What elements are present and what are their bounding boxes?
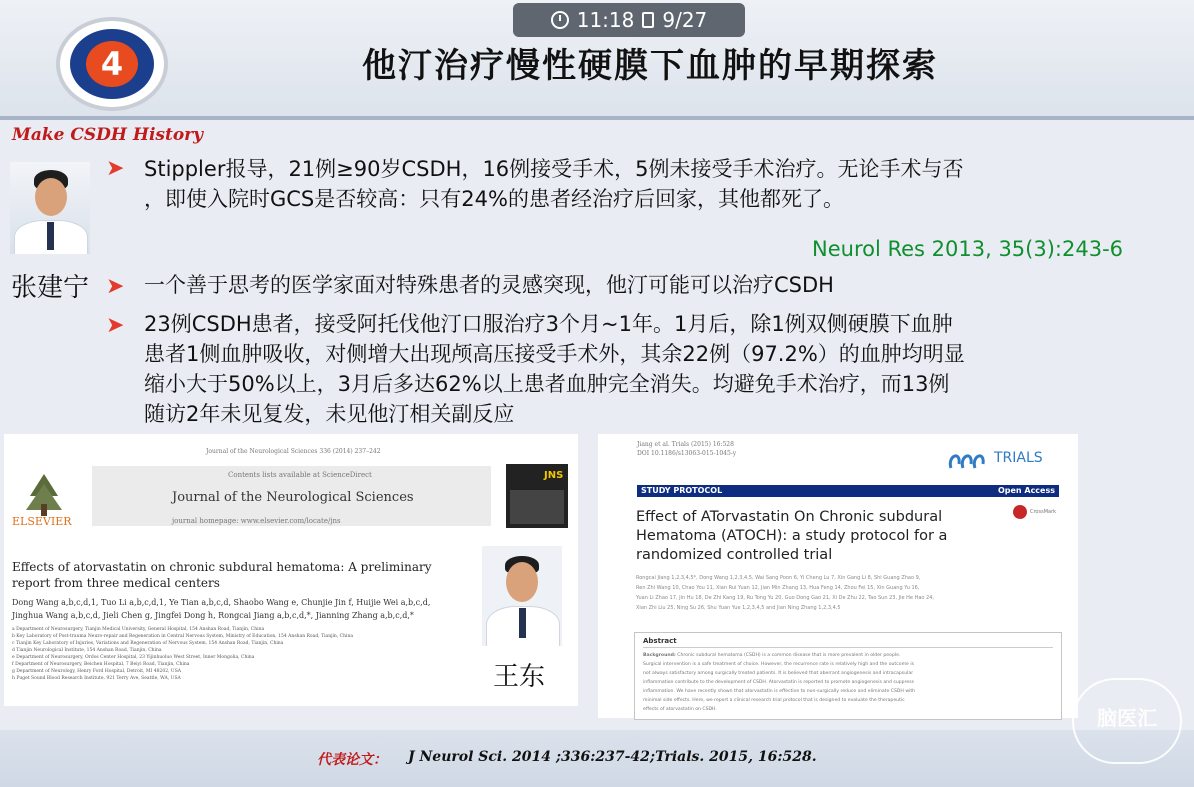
university-logo: 4 xyxy=(56,17,168,111)
bullet-text xyxy=(144,309,1154,429)
affiliation-line: h Puget Sound Blood Research Institute, 921 Terry Ave, Seattle, WA, USA xyxy=(12,676,181,681)
bullet-text xyxy=(144,154,1154,214)
protocol-authors xyxy=(636,573,1056,613)
protocol-title-line: Effect of ATorvastatin On Chronic subdural xyxy=(636,509,943,525)
elsevier-label: ELSEVIER xyxy=(12,515,72,528)
trials-logo: TRIALS xyxy=(994,450,1043,466)
status-pill xyxy=(513,3,745,37)
authors xyxy=(12,596,480,622)
abstract-background-label: Background: xyxy=(643,653,676,658)
crossmark-label: CrossMark xyxy=(1030,509,1057,515)
article-title-line: report from three medical centers xyxy=(12,576,220,590)
bullet-line: Stippler报导，21例≥90岁CSDH，16例接受手术，5例未接受手术治疗。无论手术与否 xyxy=(144,157,964,181)
affiliation-line: c Tianjin Key Laboratory of Injuries, Variations and Regeneration of Nervous System, 154 Anshan Road, Tianjin, China xyxy=(12,641,284,646)
crossmark-icon xyxy=(1013,505,1027,519)
author-line: Rongcai Jiang 1,2,3,4,5*, Dong Wang 1,2,3,4,5, Wai Sang Poon 6, Yi Cheng Lu 7, Xin Gang Li 8, Shi Guang Zhao 9, xyxy=(636,575,921,581)
status-time: 11:18 xyxy=(576,8,635,32)
citation: Neurol Res 2013, 35(3):243-6 xyxy=(812,237,1124,261)
watermark: 脑医汇 xyxy=(1072,678,1182,764)
abstract-divider xyxy=(643,647,1053,648)
protocol-title xyxy=(636,508,1016,565)
affiliation-line: b Key Laboratory of Post-trauma Neuro-repair and Regeneration in Central Nervous System, Ministry of Education, 154 Anshan Road, Tianjin, China xyxy=(12,634,354,639)
journal-homepage: journal homepage: www.elsevier.com/locate/jns xyxy=(172,517,341,525)
affiliation-line: e Department of Neurosurgery, Ordos Center Hospital, 23 Yijinhuoluo West Street, Inner Mongolia, China xyxy=(12,655,255,660)
study-protocol-label: STUDY PROTOCOL xyxy=(641,486,723,495)
protocol-title-line: Hematoma (ATOCH): a study protocol for a xyxy=(636,528,948,544)
abstract-box xyxy=(634,632,1062,720)
representative-label: 代表论文： xyxy=(317,752,387,768)
bullet-line: 缩小大于50%以上，3月后多达62%以上患者血肿完全消失。均避免手术治疗，而13例 xyxy=(144,372,950,396)
slide-title: 他汀治疗慢性硬膜下血肿的早期探索 xyxy=(362,46,938,86)
abstract-line: not always satisfactory among surgically treated patients. It is believed that aberrant angiogenesis and intracapsular xyxy=(643,671,914,676)
tagline: Make CSDH History xyxy=(12,125,203,145)
protocol-title-line: randomized controlled trial xyxy=(636,547,833,563)
bullet-arrow-icon: ➤ xyxy=(106,156,125,181)
trials-ref-line: Jiang et al. Trials (2015) 16:528 xyxy=(637,441,734,448)
trials-logo-icon xyxy=(945,446,993,474)
author-line: Ren Zhi Wang 10, Chao You 11, Xian Rui Yuan 12, Jian Min Zhang 13, Hua Feng 14, Zhou Fei 15, Xin Guang Yu 16, xyxy=(636,585,920,591)
bullet-arrow-icon: ➤ xyxy=(106,274,125,299)
bullet-text xyxy=(144,270,1154,300)
abstract-line xyxy=(643,651,1053,660)
abstract-line: Surgical intervention is a safe treatment of choice. However, the recurrence rate is relatively high and the outcome is xyxy=(643,662,914,667)
abstract-heading: Abstract xyxy=(643,637,677,645)
abstract-line: inflammation. We have recently shown that atorvastatin is effective to non-surgically reduce and eliminate CSDH with xyxy=(643,689,916,694)
portrait-photo xyxy=(10,162,90,254)
person-name-wang: 王东 xyxy=(493,662,546,692)
page-icon xyxy=(642,12,654,28)
bullet-line: ，即使入院时GCS是否较高：只有24%的患者经治疗后回家，其他都死了。 xyxy=(144,187,844,211)
article-title xyxy=(12,559,482,591)
abstract-text: Chronic subdural hematoma (CSDH) is a common disease that is more prevalent in older people. xyxy=(677,653,901,658)
abstract-line: inflammation contribute to the development of CSDH. Atorvastatin is reported to promote angiogenesis and suppress xyxy=(643,680,914,685)
clock-icon xyxy=(551,11,569,29)
author-line: Xian Zhi Liu 25, Ning Su 26, Shu Yuan Yue 1,2,3,4,5 and Jian Ning Zhang 1,2,3,4,5 xyxy=(636,605,841,611)
affiliation-line: g Department of Neurology, Henry Ford Hospital, Detroit, MI 48202, USA xyxy=(12,669,182,674)
bullet-line: 一个善于思考的医学家面对特殊患者的灵感突现，他汀可能可以治疗CSDH xyxy=(144,273,834,297)
journal-cover xyxy=(506,464,568,528)
article-title-line: Effects of atorvastatin on chronic subdural hematoma: A preliminary xyxy=(12,560,432,574)
affiliation-line: d Tianjin Neurological Institute, 154 Anshan Road, Tianjin, China xyxy=(12,648,162,653)
bullet-line: 患者1侧血肿吸收，对侧增大出现颅高压接受手术外，其余22例（97.2%）的血肿均明显 xyxy=(144,342,965,366)
journal-name: Journal of the Neurological Sciences xyxy=(172,490,414,505)
paper-top-line: Journal of the Neurological Sciences 336 (2014) 237–242 xyxy=(206,448,381,455)
affiliation-line: a Department of Neurosurgery, Tianjin Medical University, General Hospital, 154 Anshan Road, Tianjin, China xyxy=(12,627,265,632)
trials-doi: DOI 10.1186/s13063-015-1045-y xyxy=(637,450,737,457)
bullet-line: 随访2年未见复发，未见他汀相关副反应 xyxy=(144,402,515,426)
abstract-body xyxy=(643,651,1053,714)
portrait-photo xyxy=(482,546,562,646)
representative-citations: J Neurol Sci. 2014 ;336:237-42;Trials. 2015, 16:528. xyxy=(408,749,817,765)
study-protocol-bar xyxy=(637,485,1059,497)
author-line: Jinghua Wang a,b,c,d, Jieli Chen g, Jingfei Dong h, Rongcai Jiang a,b,c,d,*, Jianning Zhang a,b,c,d,* xyxy=(12,611,414,620)
person-name-zhang: 张建宁 xyxy=(11,273,90,303)
contents-line: Contents lists available at ScienceDirect xyxy=(228,471,372,479)
author-line: Yuan Li Zhao 17, Jin Hu 18, De Zhi Kang 19, Ru Tong Yu 20, Guo Dong Gao 21, Xi De Zhu 22, Tao Sun 23, Jie He Hao 24, xyxy=(636,595,934,601)
bullet-line: 23例CSDH患者，接受阿托伐他汀口服治疗3个月~1年。1月后，除1例双侧硬膜下血肿 xyxy=(144,312,953,336)
bullet-arrow-icon: ➤ xyxy=(106,313,125,338)
elsevier-logo xyxy=(12,466,76,522)
abstract-line: minimal side effects. Here, we report a clinical research trial protocol that is designed to evaluate the therapeutic xyxy=(643,698,905,703)
open-access-label: Open Access xyxy=(997,486,1055,495)
author-line: Dong Wang a,b,c,d,1, Tuo Li a,b,c,d,1, Ye Tian a,b,c,d, Shaobo Wang e, Chunjie Jin f, Huijie Wei a,b,c,d, xyxy=(12,598,431,607)
cover-label: JNS xyxy=(544,470,564,481)
header-divider xyxy=(0,116,1194,120)
status-page: 9/27 xyxy=(662,8,708,32)
affiliations xyxy=(12,626,452,682)
abstract-line: effects of atorvastatin on CSDH. xyxy=(643,707,717,712)
affiliation-line: f Department of Neurosurgery, Beichen Hospital, 7 Beiyi Road, Tianjin, China xyxy=(12,662,190,667)
